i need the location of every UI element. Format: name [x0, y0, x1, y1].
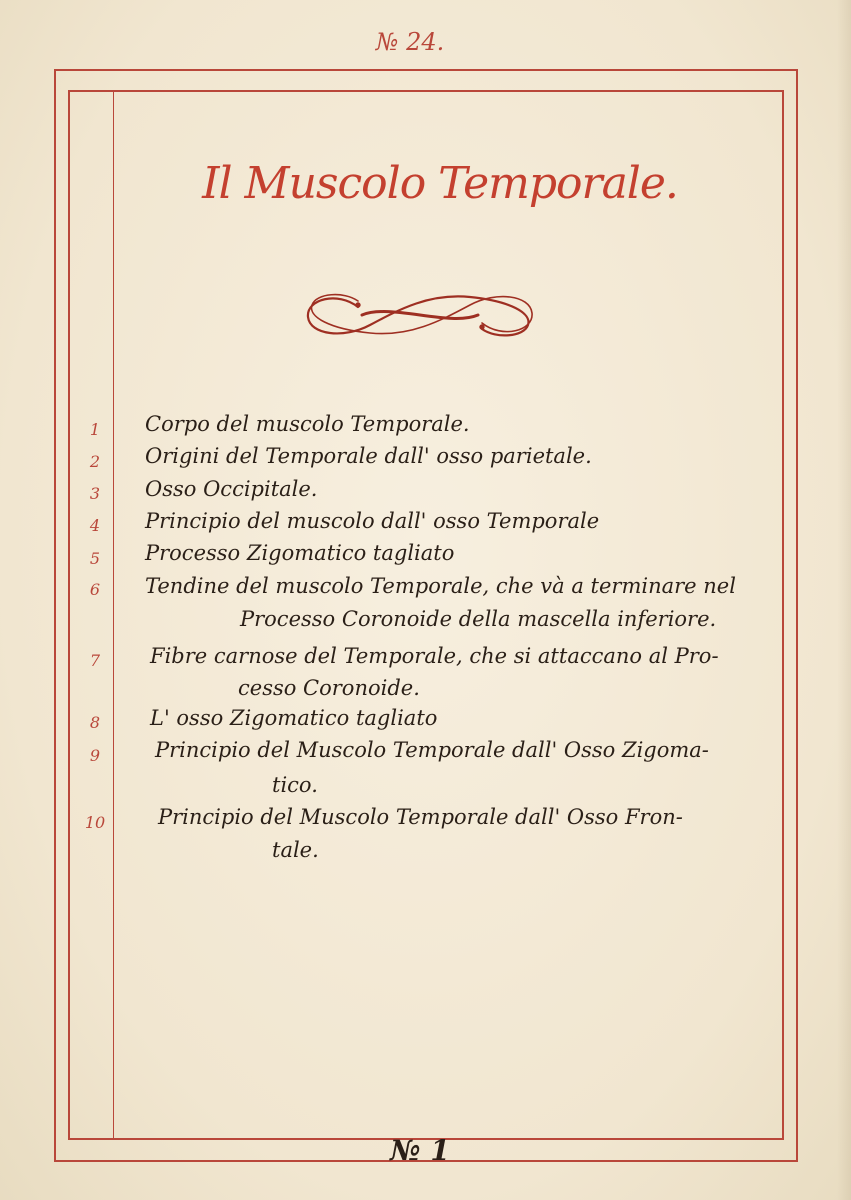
entry-number: 9: [89, 746, 101, 765]
margin-rule: [113, 90, 114, 1140]
entry-number: 3: [89, 484, 101, 503]
entry-number: 6: [89, 580, 101, 599]
entry-text: Tendine del muscolo Temporale, che và a terminare nel: [145, 574, 736, 598]
entry-number: 5: [89, 549, 101, 568]
footer-mark: № 1: [390, 1134, 450, 1167]
entry-number: 4: [89, 516, 101, 535]
entry-text: Principio del muscolo dall' osso Temporale: [145, 509, 600, 533]
entry-number: 1: [89, 420, 101, 439]
entry-text-continuation: tale.: [272, 838, 319, 862]
entry-text-continuation: cesso Coronoide.: [238, 676, 420, 700]
entry-text: Processo Zigomatico tagliato: [145, 541, 455, 565]
entry-text: L' osso Zigomatico tagliato: [150, 706, 438, 730]
entry-text: Principio del Muscolo Temporale dall' Osso Zigoma-: [155, 738, 709, 762]
entry-number: 2: [89, 452, 101, 471]
page-title: Il Muscolo Temporale.: [202, 158, 678, 209]
plate-number: № 24.: [375, 28, 445, 56]
entry-text: Fibre carnose del Temporale, che si attaccano al Pro-: [150, 644, 719, 668]
entry-text: Principio del Muscolo Temporale dall' Osso Fron-: [158, 805, 683, 829]
entry-text-continuation: tico.: [272, 773, 318, 797]
entry-number: 8: [89, 713, 101, 732]
paper-edge-shadow: [837, 0, 851, 1200]
entry-text-continuation: Processo Coronoide della mascella inferiore.: [240, 607, 717, 631]
calligraphic-flourish-icon: [300, 285, 540, 345]
entry-number: 7: [89, 651, 101, 670]
entry-number: 10: [84, 813, 106, 832]
entry-text: Osso Occipitale.: [145, 477, 318, 501]
entry-text: Origini del Temporale dall' osso parietale.: [145, 444, 592, 468]
entry-text: Corpo del muscolo Temporale.: [145, 412, 470, 436]
